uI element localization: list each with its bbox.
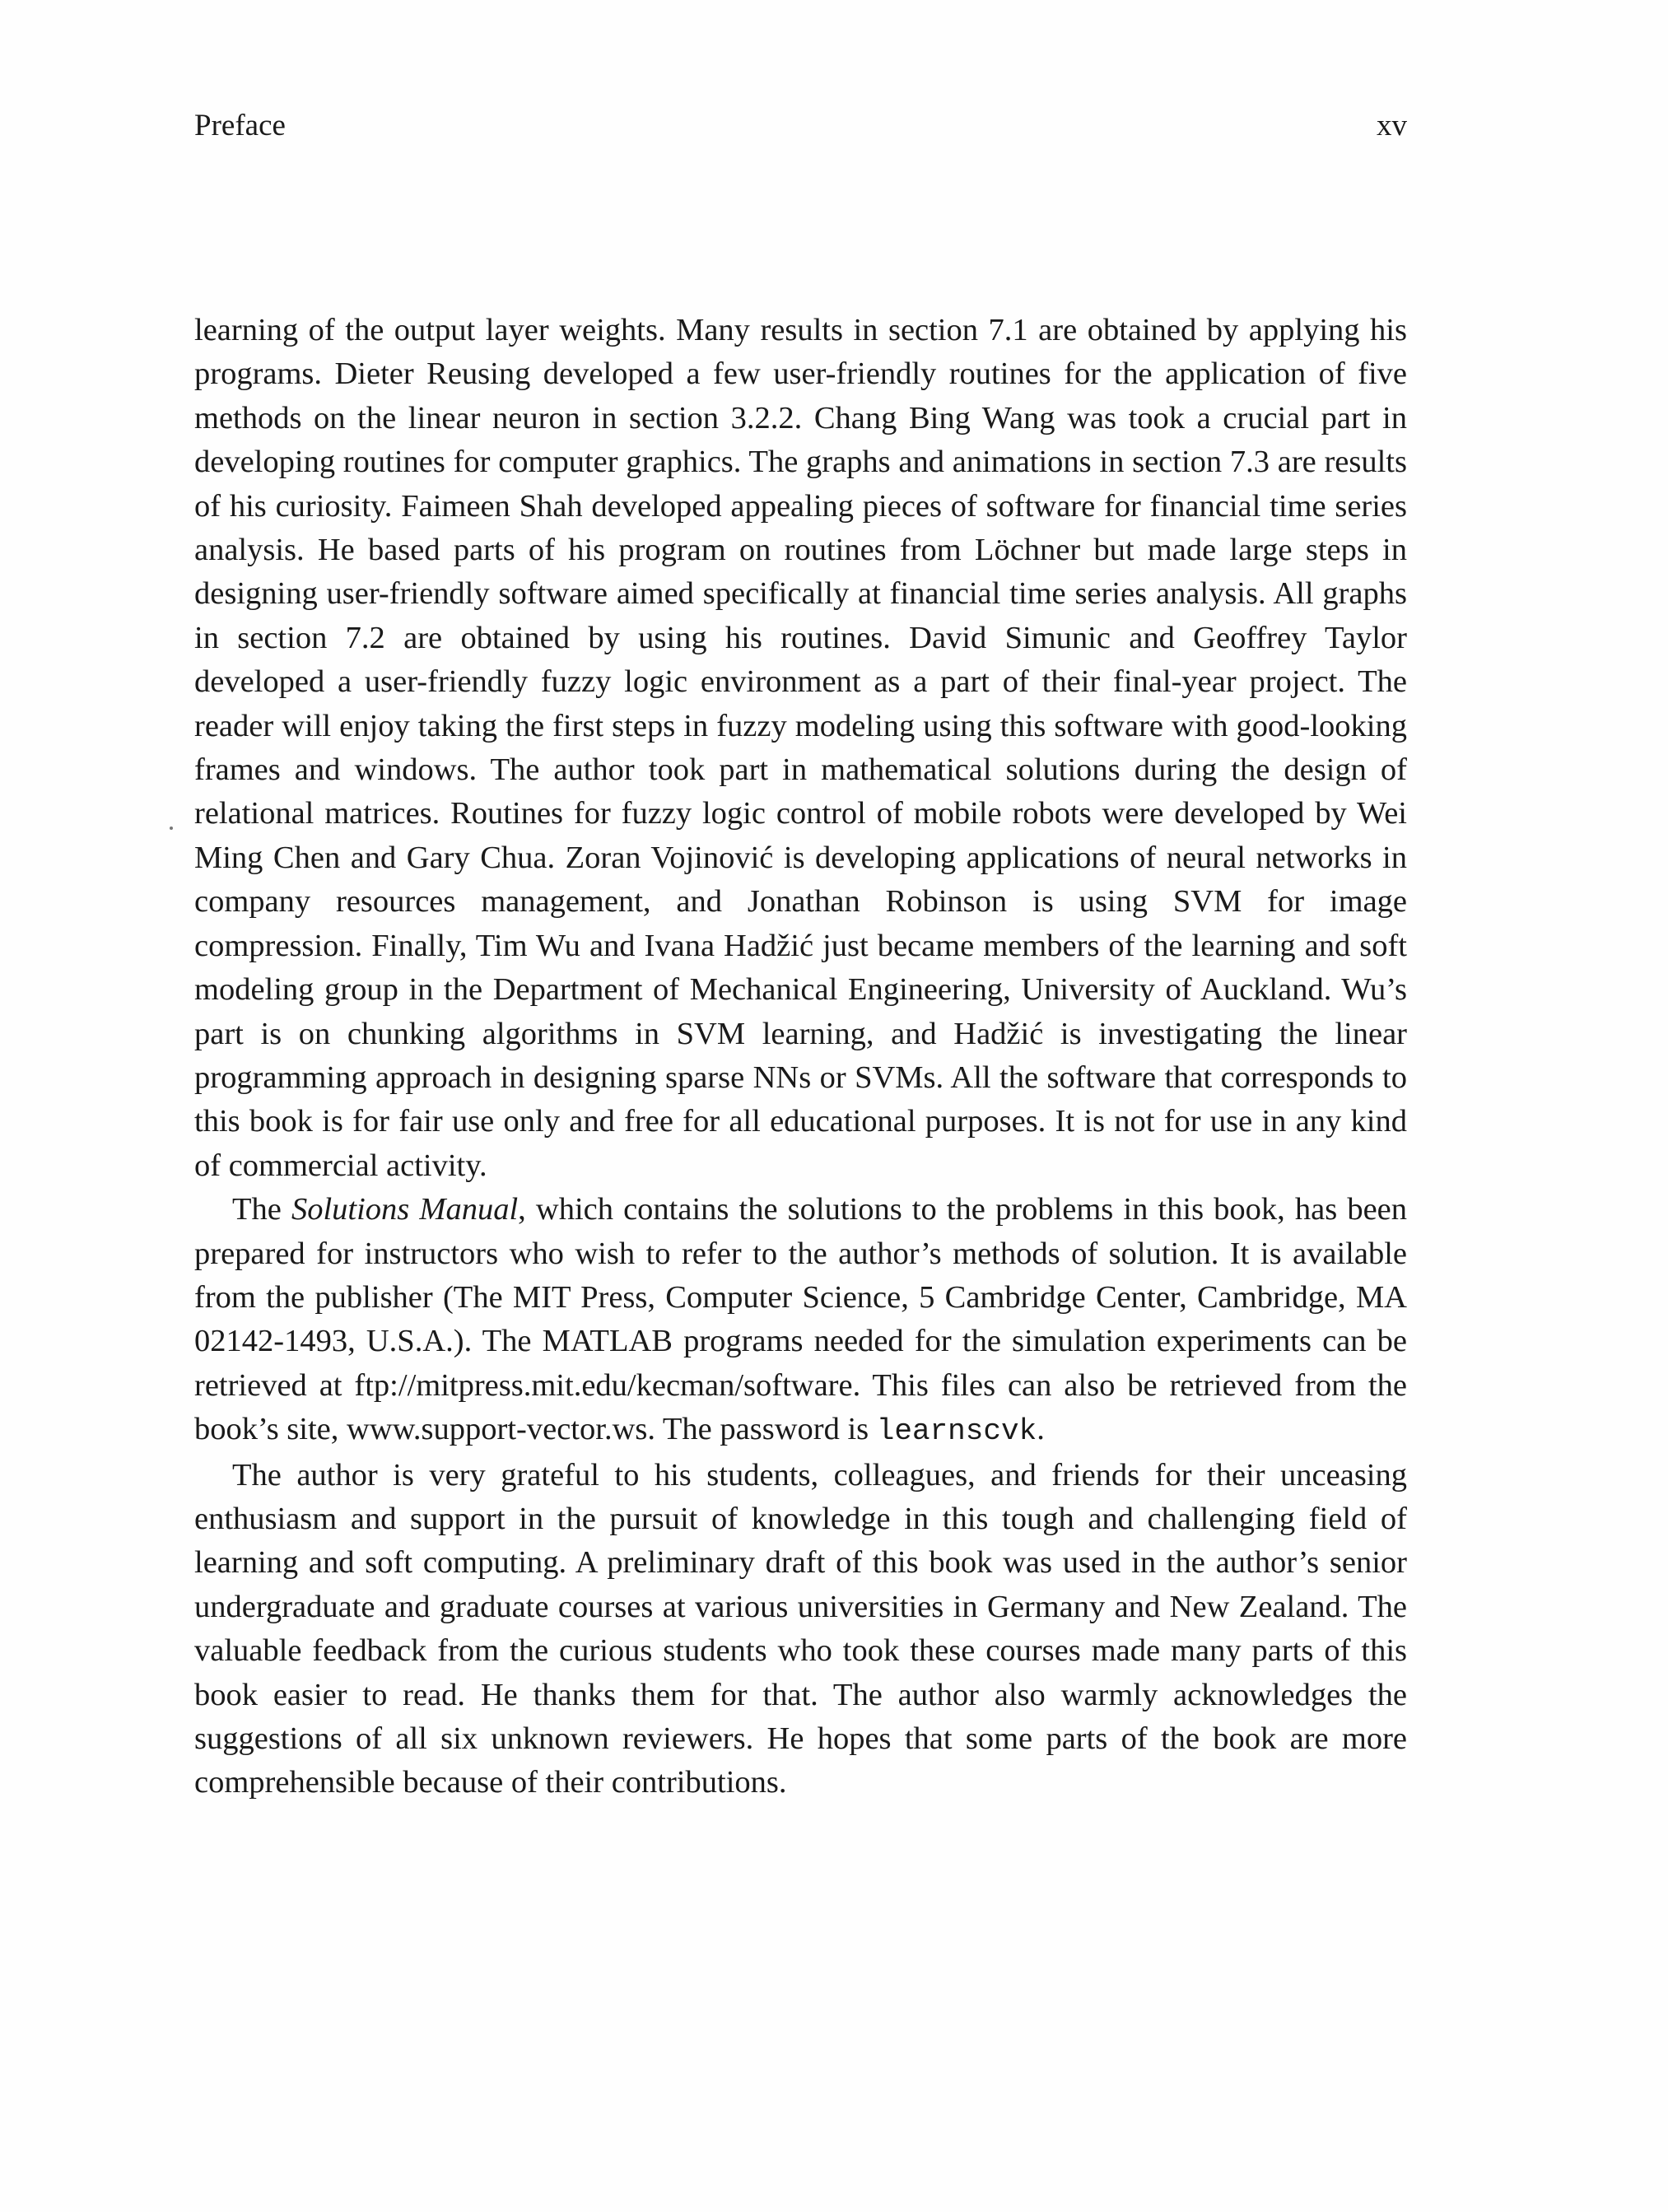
password-text: learnscvk bbox=[876, 1414, 1037, 1449]
paragraph-2 bbox=[194, 1188, 1407, 1453]
running-head bbox=[194, 105, 1407, 147]
paragraph-3: The author is very grateful to his students, colleagues, and friends for their unceasing enthusiasm and support in the pursuit of knowledge in this tough and challenging field of learning and soft computing. A preliminary draft of this book was used in the author’s senior undergraduate and graduate courses at various universities in Germany and New Zealand. The valuable feedback from the curious students who took these courses made many parts of this book easier to read. He thanks them for that. The author also warmly acknowledges the suggestions of all six unknown reviewers. He hopes that some parts of the book are more comprehensible because of their contributions. bbox=[194, 1457, 1407, 1800]
section-title: Preface bbox=[194, 109, 286, 142]
paragraph-2-end: . bbox=[1037, 1412, 1045, 1447]
scan-speck bbox=[170, 827, 173, 830]
paragraph-2-body: , which contains the solutions to the problems in this book, has been prepared for instructors who wish to refer to the author’s methods of solution. It is available from the publisher (The MIT Press, Computer Science, 5 Cambridge Center, Cambridge, MA 02142-1493, U.S.A.). The MATLAB programs needed for the simulation experiments can be retrieved at ftp://mitpress.mit.​edu/kecman/software. This files can also be retrieved from the book’s site, www.​support-vector.ws. The password is bbox=[194, 1192, 1407, 1447]
page-number: xv bbox=[1377, 109, 1407, 142]
paragraph-1: learning of the output layer weights. Many results in section 7.1 are obtained by applying his programs. Dieter Reusing developed a few user-friendly routines for the application of five methods on the linear neuron in section 3.2.2. Chang Bing Wang was took a crucial part in developing routines for computer graphics. The graphs and animations in section 7.3 are results of his curiosity. Faimeen Shah developed appealing pieces of software for financial time series analysis. He based parts of his program on routines from Löchner but made large steps in designing user-friendly software aimed specifically at financial time series analysis. All graphs in section 7.2 are obtained by using his routines. David Simunic and Geoffrey Taylor developed a user-friendly fuzzy logic environment as a part of their final-year project. The reader will enjoy taking the first steps in fuzzy modeling using this software with good-looking frames and windows. The author took part in mathematical solutions during the design of relational matrices. Routines for fuzzy logic control of mobile robots were developed by Wei Ming Chen and Gary Chua. Zoran Vojinović is developing applications of neural networks in company resources management, and Jonathan Robinson is using SVM for image compression. Finally, Tim Wu and Ivana Hadžić just became members of the learning and soft modeling group in the Department of Mechanical Engineering, University of Auckland. Wu’s part is on chunking algorithms in SVM learning, and Hadžić is investigating the linear programming approach in designing sparse NNs or SVMs. All the software that corresponds to this book is for fair use only and free for all educational purposes. It is not for use in any kind of commercial activity. bbox=[194, 313, 1407, 1183]
solutions-manual-title: Solutions Manual bbox=[291, 1192, 519, 1227]
paragraph-2-start: The bbox=[232, 1192, 291, 1227]
body-text bbox=[194, 309, 1407, 1805]
